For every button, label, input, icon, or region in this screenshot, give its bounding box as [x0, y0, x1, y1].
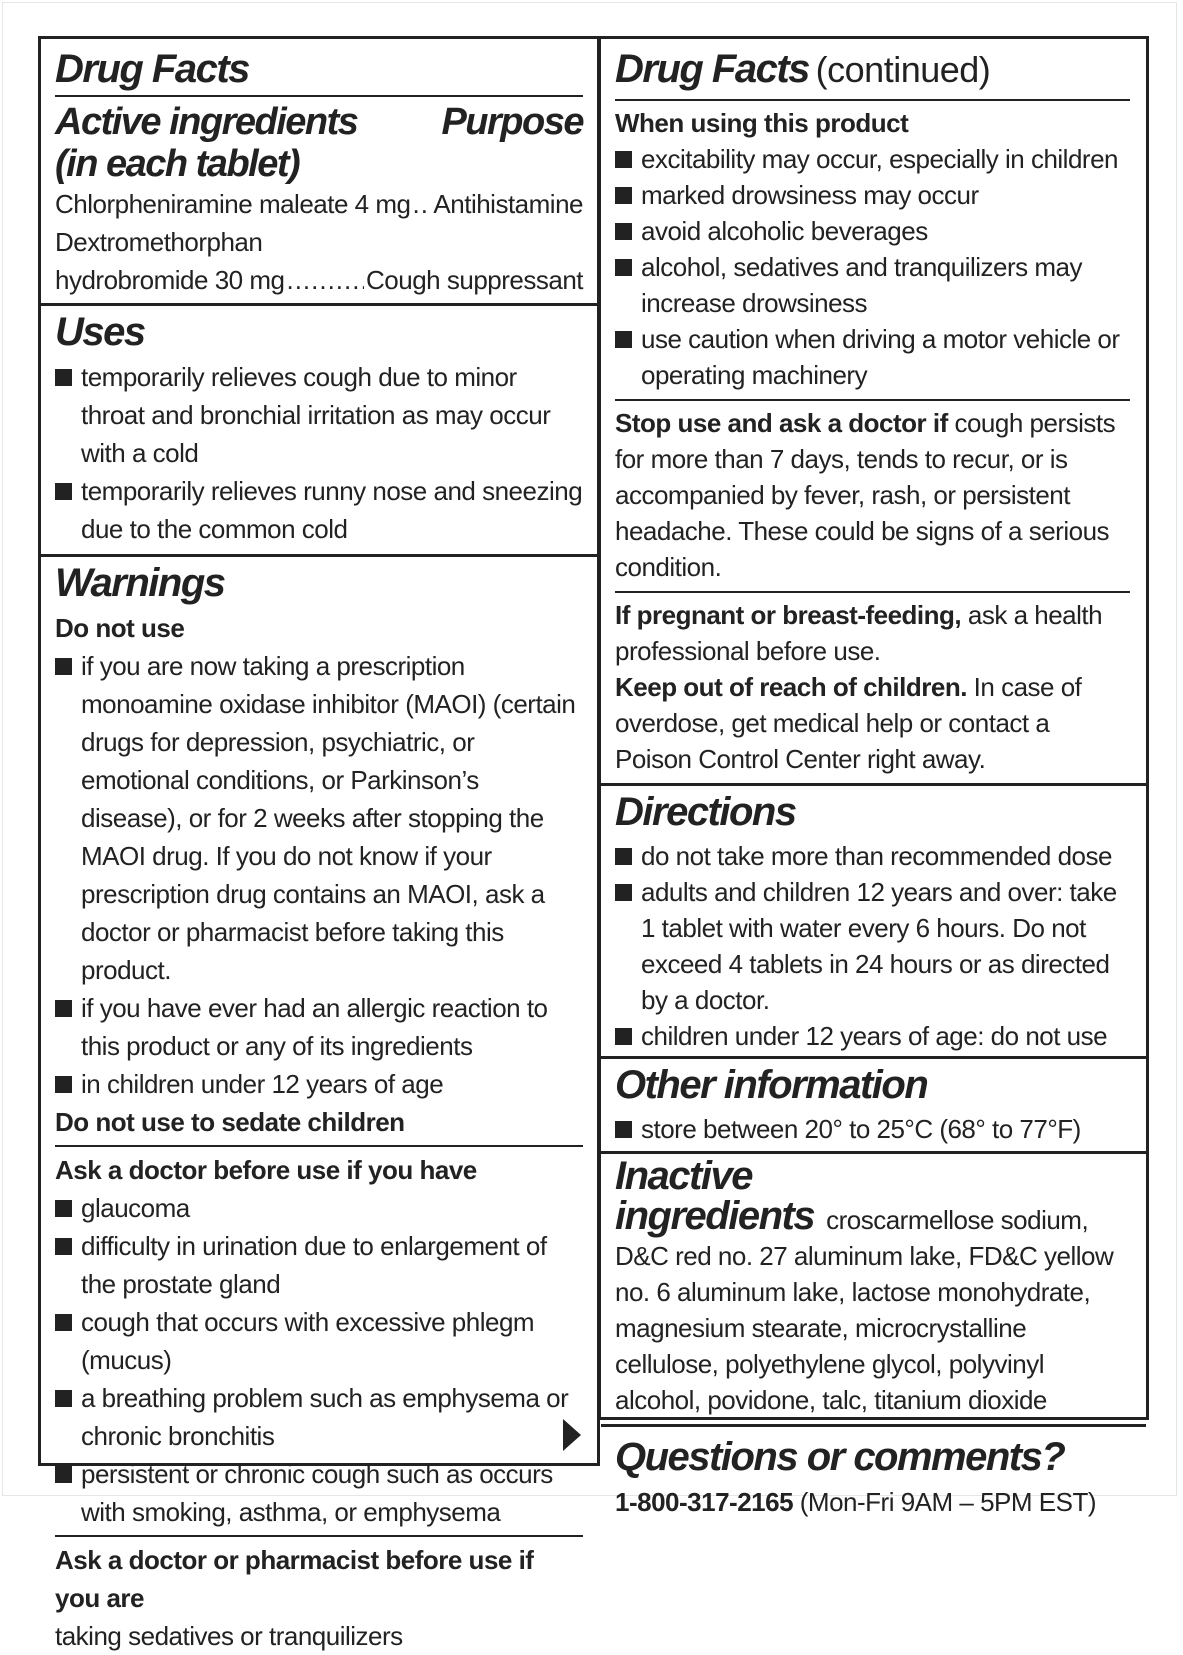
- inactive-ingredients-heading: Inactive ingredients: [615, 1154, 815, 1238]
- directions-section: [601, 783, 1146, 1056]
- questions-section: [601, 1424, 1146, 1521]
- other-information-list: [615, 1111, 1130, 1147]
- keep-out-paragraph: Keep out of reach of children. In case of overdose, get medical help or contact a Poison Control Center right away.: [615, 672, 1082, 774]
- continue-arrow-icon: [563, 1419, 581, 1451]
- ingredient-name: Dextromethorphan: [55, 227, 263, 257]
- list-item: if you are now taking a prescription monoamine oxidase inhibitor (MAOI) (certain drugs for depression, psychiatric, or emotional conditions, or Parkinson’s disease), or for 2 weeks after stopping the MAOI drug. If you do not know if your prescription drug contains an MAOI, ask a doctor or pharmacist before taking this product.: [55, 647, 583, 989]
- drug-facts-continued-title: Drug Facts (continued): [615, 43, 1130, 101]
- list-item: excitability may occur, especially in children: [615, 141, 1130, 177]
- drug-facts-right-panel: [598, 36, 1149, 1517]
- ask-pharmacist-heading: Ask a doctor or pharmacist before use if you are: [55, 1535, 583, 1617]
- do-not-sedate-warning: Do not use to sedate children: [55, 1107, 405, 1137]
- list-item: avoid alcoholic beverages: [615, 213, 1130, 249]
- warnings-heading: Warnings: [55, 561, 225, 605]
- list-item: marked drowsiness may occur: [615, 177, 1130, 213]
- do-not-use-list: [55, 647, 583, 1103]
- other-information-heading: Other information: [615, 1063, 928, 1107]
- list-item: if you have ever had an allergic reaction to this product or any of its ingredients: [55, 989, 583, 1065]
- contact-line: [615, 1483, 1130, 1521]
- active-ingredients-heading: Active ingredients (in each tablet): [55, 101, 358, 185]
- list-item: do not take more than recommended dose: [615, 838, 1130, 874]
- list-item: cough that occurs with excessive phlegm (mucus): [55, 1303, 583, 1379]
- when-using-list: [615, 141, 1130, 393]
- list-item: alcohol, sedatives and tranquilizers may increase drowsiness: [615, 249, 1130, 321]
- list-item: persistent or chronic cough such as occurs with smoking, asthma, or emphysema: [55, 1455, 583, 1531]
- when-using-heading: When using this product: [615, 108, 909, 138]
- directions-heading: Directions: [615, 790, 796, 834]
- uses-heading: Uses: [55, 310, 145, 354]
- inactive-ingredients-text: croscarmellose sodium, D&C red no. 27 aluminum lake, FD&C yellow no. 6 aluminum lake, lactose monohydrate, magnesium stearate, microcrystalline cellulose, polyethylene glycol, polyvinyl alcohol, povidone, talc, titanium dioxide: [615, 1205, 1114, 1415]
- do-not-use-heading: Do not use: [55, 613, 185, 643]
- inactive-ingredients-section: [601, 1151, 1146, 1424]
- drug-facts-title: Drug Facts: [55, 43, 583, 97]
- ask-doctor-list: [55, 1189, 583, 1531]
- warnings-section: [41, 554, 597, 1655]
- drug-facts-left-panel: [38, 36, 600, 1651]
- list-item: in children under 12 years of age: [55, 1065, 583, 1103]
- ingredient-row: hydrobromide 30 mg ..... Cough suppressant: [55, 261, 583, 299]
- pregnant-paragraph: If pregnant or breast-feeding, ask a health professional before use.: [615, 591, 1130, 669]
- list-item: a breathing problem such as emphysema or chronic bronchitis: [55, 1379, 583, 1455]
- other-information-section: [601, 1056, 1146, 1151]
- ask-doctor-heading: Ask a doctor before use if you have: [55, 1145, 583, 1189]
- ask-pharmacist-text: taking sedatives or tranquilizers: [55, 1621, 403, 1651]
- continued-section: [601, 39, 1146, 783]
- list-item: glaucoma: [55, 1189, 583, 1227]
- uses-list: [55, 358, 583, 548]
- list-item: adults and children 12 years and over: take 1 tablet with water every 6 hours. Do not exceed 4 tablets in 24 hours or as directed by a doctor.: [615, 874, 1130, 1018]
- questions-heading: Questions or comments?: [615, 1435, 1065, 1479]
- list-item: difficulty in urination due to enlargement of the prostate gland: [55, 1227, 583, 1303]
- list-item: temporarily relieves runny nose and sneezing due to the common cold: [55, 472, 583, 548]
- active-ingredients-header: [55, 101, 583, 185]
- active-ingredients-section: [41, 39, 597, 303]
- list-item: store between 20° to 25°C (68° to 77°F): [615, 1111, 1130, 1147]
- phone-number[interactable]: 1-800-317-2165: [615, 1487, 794, 1517]
- list-item: use caution when driving a motor vehicle or operating machinery: [615, 321, 1130, 393]
- ingredient-row: Chlorpheniramine maleate 4 mg ..... Antihistamine: [55, 185, 583, 223]
- list-item: temporarily relieves cough due to minor throat and bronchial irritation as may occur with a cold: [55, 358, 583, 472]
- stop-use-paragraph: Stop use and ask a doctor if cough persists for more than 7 days, tends to recur, or is accompanied by fever, rash, or persistent headache. These could be signs of a serious condition.: [615, 399, 1130, 585]
- directions-list: [615, 838, 1130, 1054]
- hours-text: (Mon-Fri 9AM – 5PM EST): [793, 1487, 1096, 1517]
- uses-section: [41, 303, 597, 554]
- purpose-heading: Purpose: [441, 101, 583, 143]
- list-item: children under 12 years of age: do not use: [615, 1018, 1130, 1054]
